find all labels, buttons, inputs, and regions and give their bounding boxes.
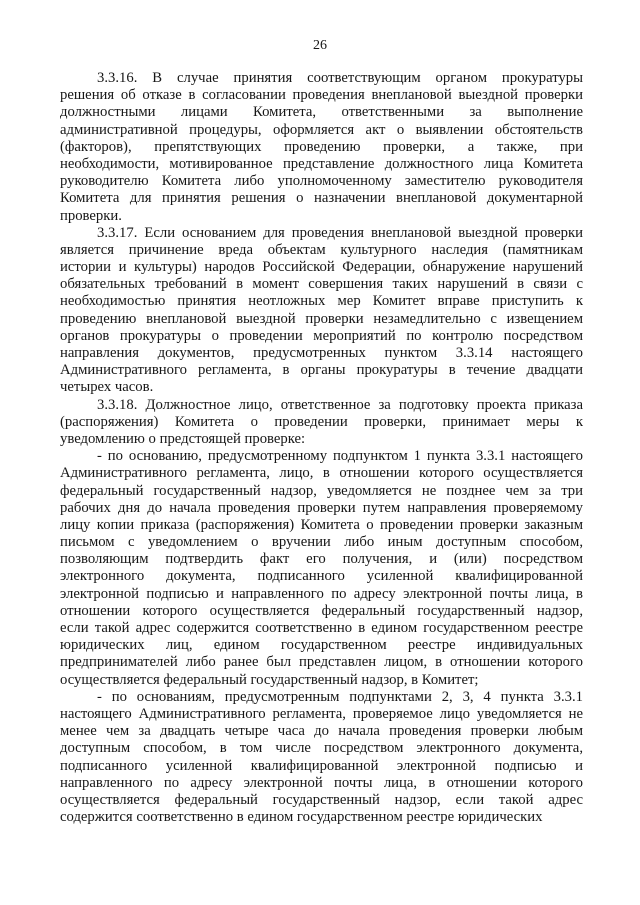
text-line: руководителю Комитета либо уполномоченному заместителю руководителя (60, 173, 583, 190)
text-line: решения об отказе в согласовании проведения внеплановой выездной проверки (60, 87, 583, 104)
text-line: (распоряжения) Комитета о проведении проверки, принимает меры к (60, 413, 583, 430)
text-line: Комитета для принятия решения о назначении внеплановой документарной (60, 190, 583, 207)
text-line: Административного регламента, в органы прокуратуры в течение двадцати (60, 362, 583, 379)
text-line: необходимости, мотивированное представление должностного лица Комитета (60, 155, 583, 172)
text-line: содержится соответственно в едином государственном реестре юридических (60, 809, 543, 826)
text-line: осуществляется федеральный государственный надзор, если такой адрес (60, 791, 583, 808)
text-line: юридических лиц, едином государственном реестре индивидуальных (60, 637, 583, 654)
text-line: является причинение вреда объектам культурного наследия (памятникам (60, 241, 583, 258)
text-line: настоящего Административного регламента, проверяемое лицо уведомляется не (60, 705, 583, 722)
paragraph-p-3-3-18 (60, 397, 583, 449)
text-line: - по основаниям, предусмотренным подпунктами 2, 3, 4 пункта 3.3.1 (97, 688, 583, 705)
text-line: Административного регламента, лицо, в отношении которого осуществляется (60, 465, 583, 482)
page-number: 26 (313, 38, 327, 53)
paragraph-p-3-3-16 (60, 70, 583, 225)
text-line: федеральный государственный надзор, уведомляется не позднее чем за три (60, 482, 583, 499)
text-line: проведению внеплановой выездной проверки незамедлительно с извещением (60, 310, 583, 327)
paragraph-p-3-3-17 (60, 225, 583, 397)
text-line: административной процедуры, оформляется акт о выявлении обстоятельств (60, 121, 583, 138)
text-line: электронной подписью и направленного по адресу электронной почты лица, в (60, 585, 583, 602)
text-line: электронного документа, подписанного усиленной квалифицированной (60, 568, 583, 585)
document-body (60, 70, 583, 826)
text-line: предпринимателей либо ранее был представлен лицом, в отношении которого (60, 654, 583, 671)
text-line: осуществляется федеральный государственный надзор, в Комитет; (60, 671, 479, 688)
text-line: (факторов), препятствующих проведению проверки, а также, при (60, 138, 583, 155)
text-line: 3.3.17. Если основанием для проведения внеплановой выездной проверки (97, 224, 583, 241)
text-line: доступным способом, в том числе посредством электронного документа, (60, 740, 583, 757)
text-line: направления документов, предусмотренных пунктом 3.3.14 настоящего (60, 345, 583, 361)
text-line: обязательных требований в момент совершения таких нарушений в связи с (60, 276, 583, 293)
text-line: необходимостью принятия неотложных мер Комитет вправе приступить к (60, 293, 583, 310)
text-line: проверки. (60, 207, 122, 224)
text-line: рабочих дня до начала проведения проверки путем направления проверяемому (60, 499, 583, 516)
text-line: позволяющим подтвердить факт его получения, и (или) посредством (60, 551, 583, 568)
paragraph-p-dash-1 (60, 448, 583, 689)
text-line: - по основанию, предусмотренному подпунктом 1 пункта 3.3.1 настоящего (97, 448, 583, 465)
text-line: должностными лицами Комитета, ответственными за выполнение (60, 104, 583, 121)
text-line: 3.3.16. В случае принятия соответствующим органом прокуратуры (97, 70, 583, 86)
text-line: лицу копии приказа (распоряжения) Комитета о проведении проверки заказным (60, 516, 583, 533)
text-line: истории и культуры) народов Российской Федерации, обнаружение нарушений (60, 259, 583, 276)
paragraph-p-dash-2 (60, 689, 583, 827)
text-line: органов прокуратуры о проведении мероприятий по контролю посредством (60, 327, 583, 344)
text-line: 3.3.18. Должностное лицо, ответственное за подготовку проекта приказа (97, 396, 583, 413)
text-line: если такой адрес содержится соответственно в едином государственном реестре (60, 620, 583, 636)
text-line: менее чем за двадцать четыре часа до начала проведения проверки любым (60, 723, 583, 740)
text-line: четырех часов. (60, 379, 154, 396)
text-line: письмом с уведомлением о вручении либо иным доступным способом, (60, 534, 583, 551)
text-line: подписанного усиленной квалифицированной электронной подписью и (60, 757, 583, 774)
text-line: отношении которого осуществляется федеральный государственный надзор, (60, 602, 583, 619)
text-line: направленного по адресу электронной почты лица, в отношении которого (60, 774, 583, 791)
text-line: уведомлению о предстоящей проверке: (60, 430, 306, 447)
